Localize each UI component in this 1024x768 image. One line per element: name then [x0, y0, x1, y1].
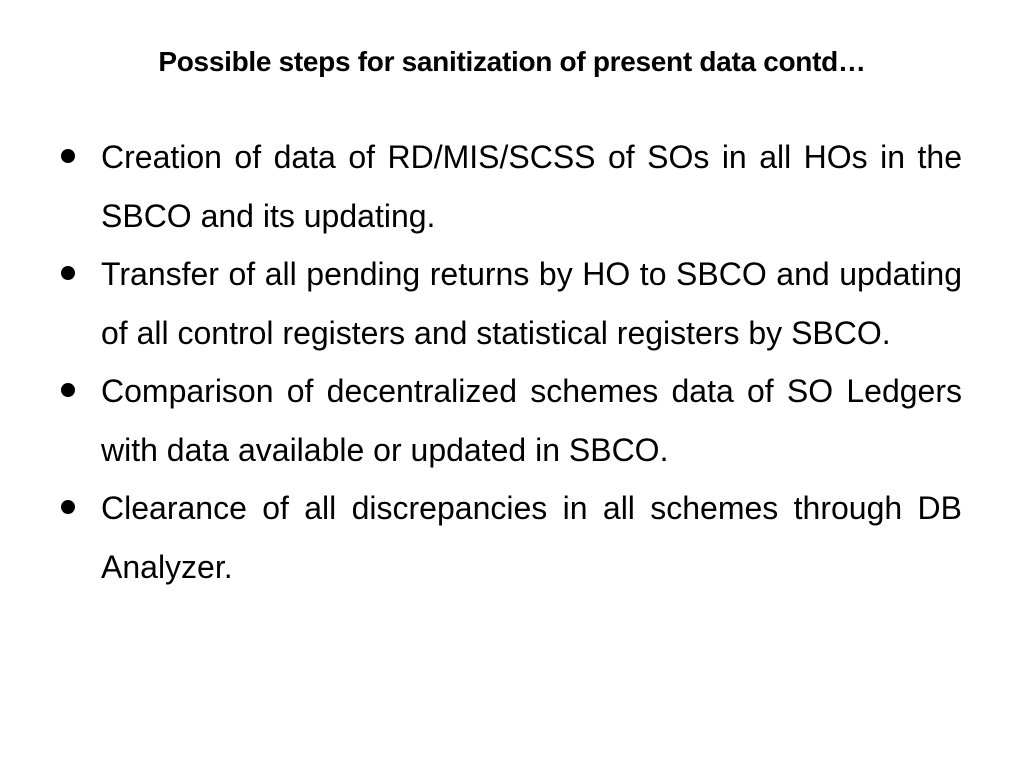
bullet-list — [58, 128, 962, 596]
bullet-dot-icon — [61, 383, 75, 397]
bullet-item — [58, 245, 962, 362]
bullet-dot-icon — [61, 149, 75, 163]
bullet-text: Comparison of decentralized schemes data of SO Ledgers with data available or updated in SBCO. — [101, 373, 962, 468]
bullet-item — [58, 362, 962, 479]
bullet-text: Clearance of all discrepancies in all schemes through DB Analyzer. — [101, 490, 962, 585]
bullet-dot-icon — [61, 500, 75, 514]
bullet-text: Creation of data of RD/MIS/SCSS of SOs in all HOs in the SBCO and its updating. — [101, 139, 962, 234]
slide-title: Possible steps for sanitization of present data contd… — [158, 46, 866, 77]
bullet-text: Transfer of all pending returns by HO to SBCO and updating of all control registers and statistical registers by SBCO. — [101, 256, 962, 351]
bullet-item — [58, 479, 962, 596]
bullet-item — [58, 128, 962, 245]
bullet-dot-icon — [61, 266, 75, 280]
